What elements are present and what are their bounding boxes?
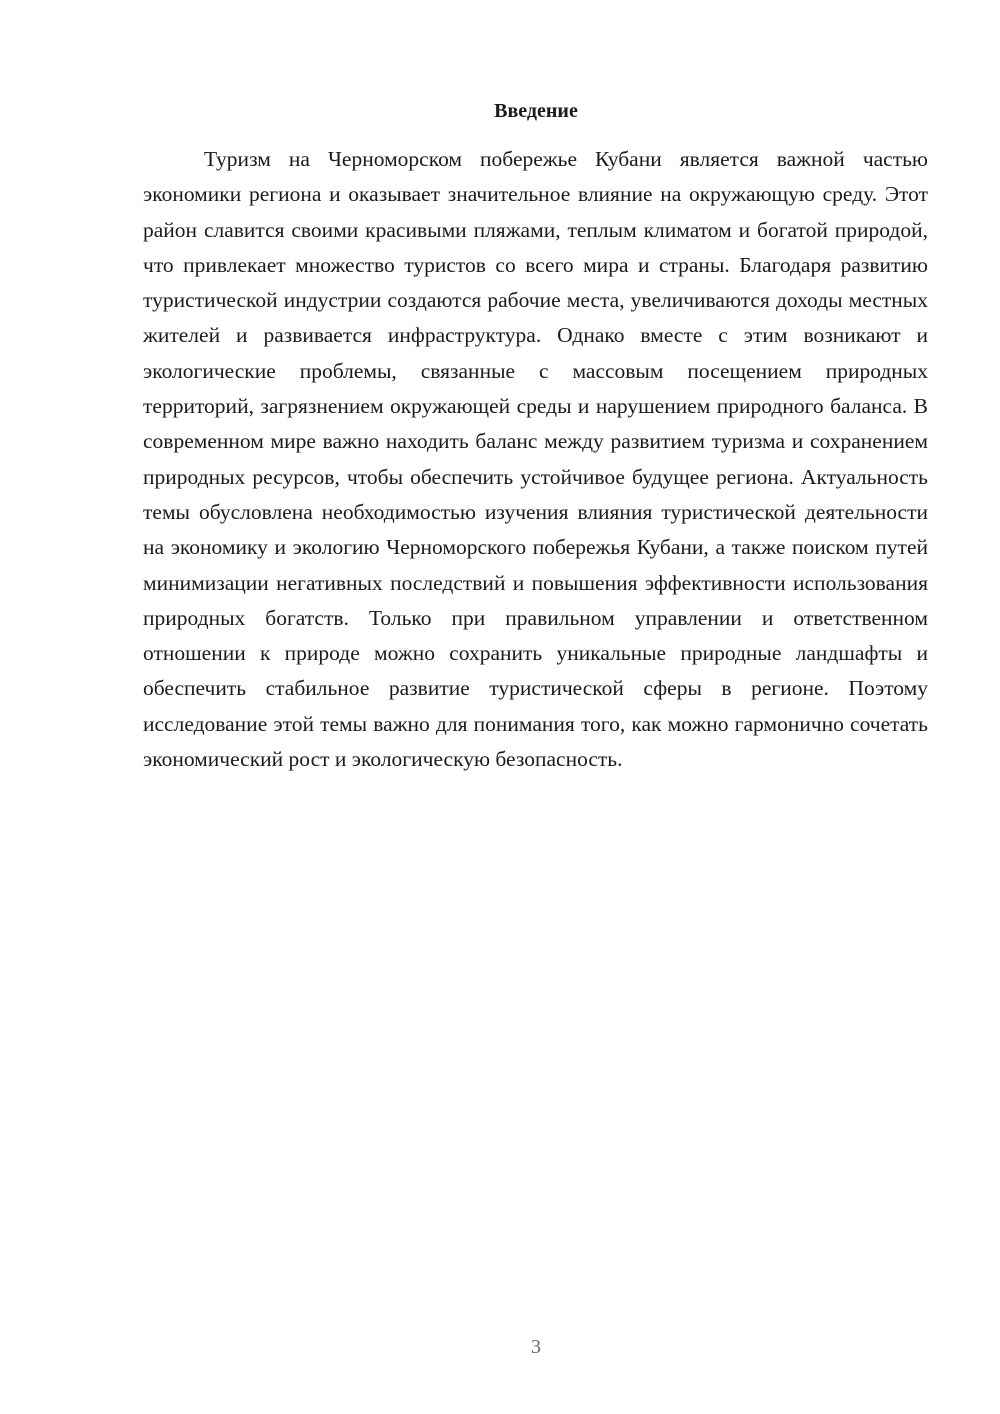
page-number: 3 — [531, 1336, 541, 1358]
section-heading: Введение — [494, 100, 578, 122]
body-paragraph: Туризм на Черноморском побережье Кубани является важной частью экономики региона и оказывает значительное влияние на окружающую среду. Этот район славится своими красивыми пляжами, теплым климатом и богатой природой, что привлекает множество туристов со всего мира и страны. Благодаря развитию туристической индустрии создаются рабочие места, увеличиваются доходы местных жителей и развивается инфраструктура. Однако вместе с этим возникают и экологические проблемы, связанные с массовым посещением природных территорий, загрязнением окружающей среды и нарушением природного баланса. В современном мире важно находить баланс между развитием туризма и сохранением природных ресурсов, чтобы обеспечить устойчивое будущее региона. Актуальность темы обусловлена необходимостью изучения влияния туристической деятельности на экономику и экологию Черноморского побережья Кубани, а также поиском путей минимизации негативных последствий и повышения эффективности использования природных богатств. Только при правильном управлении и ответственном отношении к природе можно сохранить уникальные природные ландшафты и обеспечить стабильное развитие туристической сферы в регионе. Поэтому исследование этой темы важно для понимания того, как можно гармонично сочетать экономический рост и экологическую безопасность. — [143, 147, 928, 772]
